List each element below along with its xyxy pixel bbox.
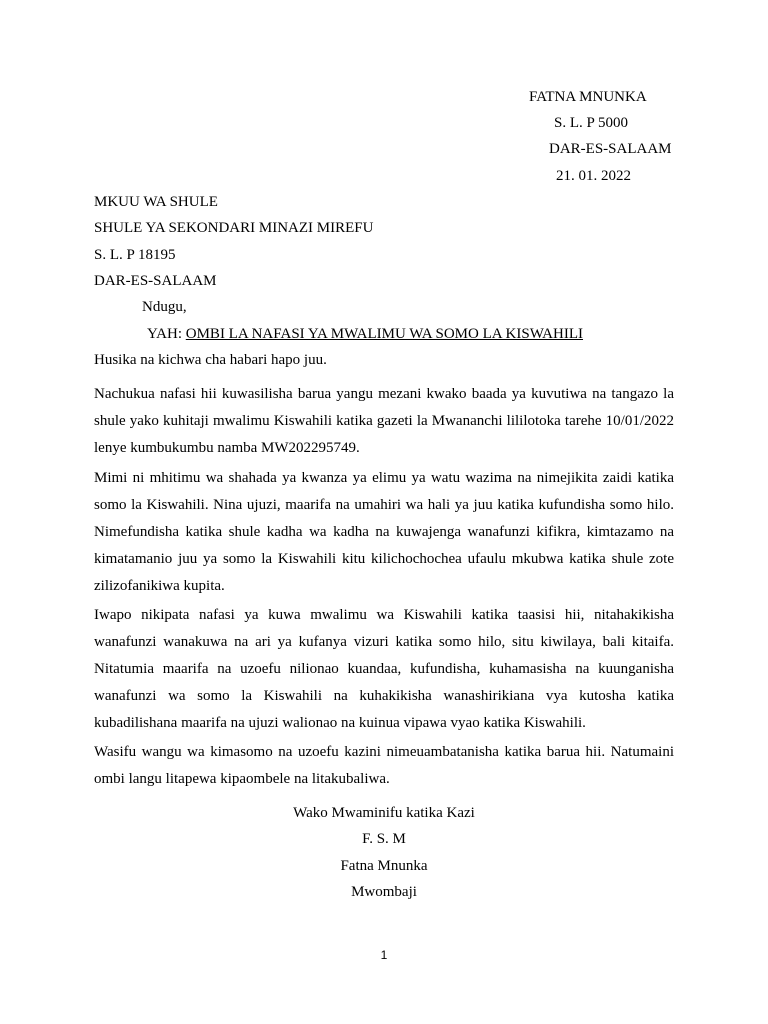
salutation: Ndugu, [142,299,187,315]
sender-name: FATNA MNUNKA [529,89,647,105]
page-number: 1 [380,948,388,962]
subject-line [147,325,583,343]
sender-city: DAR-ES-SALAAM [549,141,672,157]
recipient-city: DAR-ES-SALAAM [94,273,217,289]
closing-name: Fatna Mnunka [340,858,428,874]
body-paragraph-4: Wasifu wangu wa kimasomo na uzoefu kazini nimeuambatanisha katika barua hii. Natumaini ombi langu litapewa kipaombele na litakubaliwa. [94,744,674,787]
subject-prefix: YAH: [147,326,186,342]
recipient-po-box: S. L. P 18195 [94,247,176,263]
closing-initials: F. S. M [362,831,406,847]
body-paragraph-1: Nachukua nafasi hii kuwasilisha barua yangu mezani kwako baada ya kuvutiwa na tangazo la shule yako kuhitaji mwalimu Kiswahili katika gazeti la Mwananchi lililotoka tarehe 10/01/2022 lenye kumbukumbu namba MW202295749. [94,386,674,456]
letter-date: 21. 01. 2022 [556,168,631,184]
body-intro: Husika na kichwa cha habari hapo juu. [94,352,327,368]
recipient-school: SHULE YA SEKONDARI MINAZI MIREFU [94,220,374,236]
closing-role: Mwombaji [351,884,417,900]
subject-text: OMBI LA NAFASI YA MWALIMU WA SOMO LA KISWAHILI [185,326,584,342]
recipient-title: MKUU WA SHULE [94,194,218,210]
body-paragraph-2: Mimi ni mhitimu wa shahada ya kwanza ya elimu ya watu wazima na nimejikita zaidi katika somo la Kiswahili. Nina ujuzi, maarifa na umahiri wa hali ya juu katika kufundisha somo hilo. Nimefundisha katika shule kadha wa kadha na kuwajenga wanafunzi kifikra, kimtazamo na kimatamanio juu ya somo la Kiswahili kitu kilichochochea ufaulu mkubwa katika shule zote zilizofanikiwa kupita. [94,470,674,594]
sender-po-box: S. L. P 5000 [554,115,629,131]
body-paragraph-3: Iwapo nikipata nafasi ya kuwa mwalimu wa Kiswahili katika taasisi hii, nitahakikisha wanafunzi wanakuwa na ari ya kufanya vizuri katika somo hilo, situ kiwilaya, bali kitaifa. Nitatumia maarifa na uzoefu nilionao kuandaa, kufundisha, kuhamasisha na kuunganisha wanafunzi wa somo la Kiswahili na kuhakikisha wanashirikiana vya kutosha katika kubadilishana maarifa na ujuzi walionao na kuinua vipawa vyao katika Kiswahili. [94,607,674,731]
closing-line-1: Wako Mwaminifu katika Kazi [293,805,475,821]
